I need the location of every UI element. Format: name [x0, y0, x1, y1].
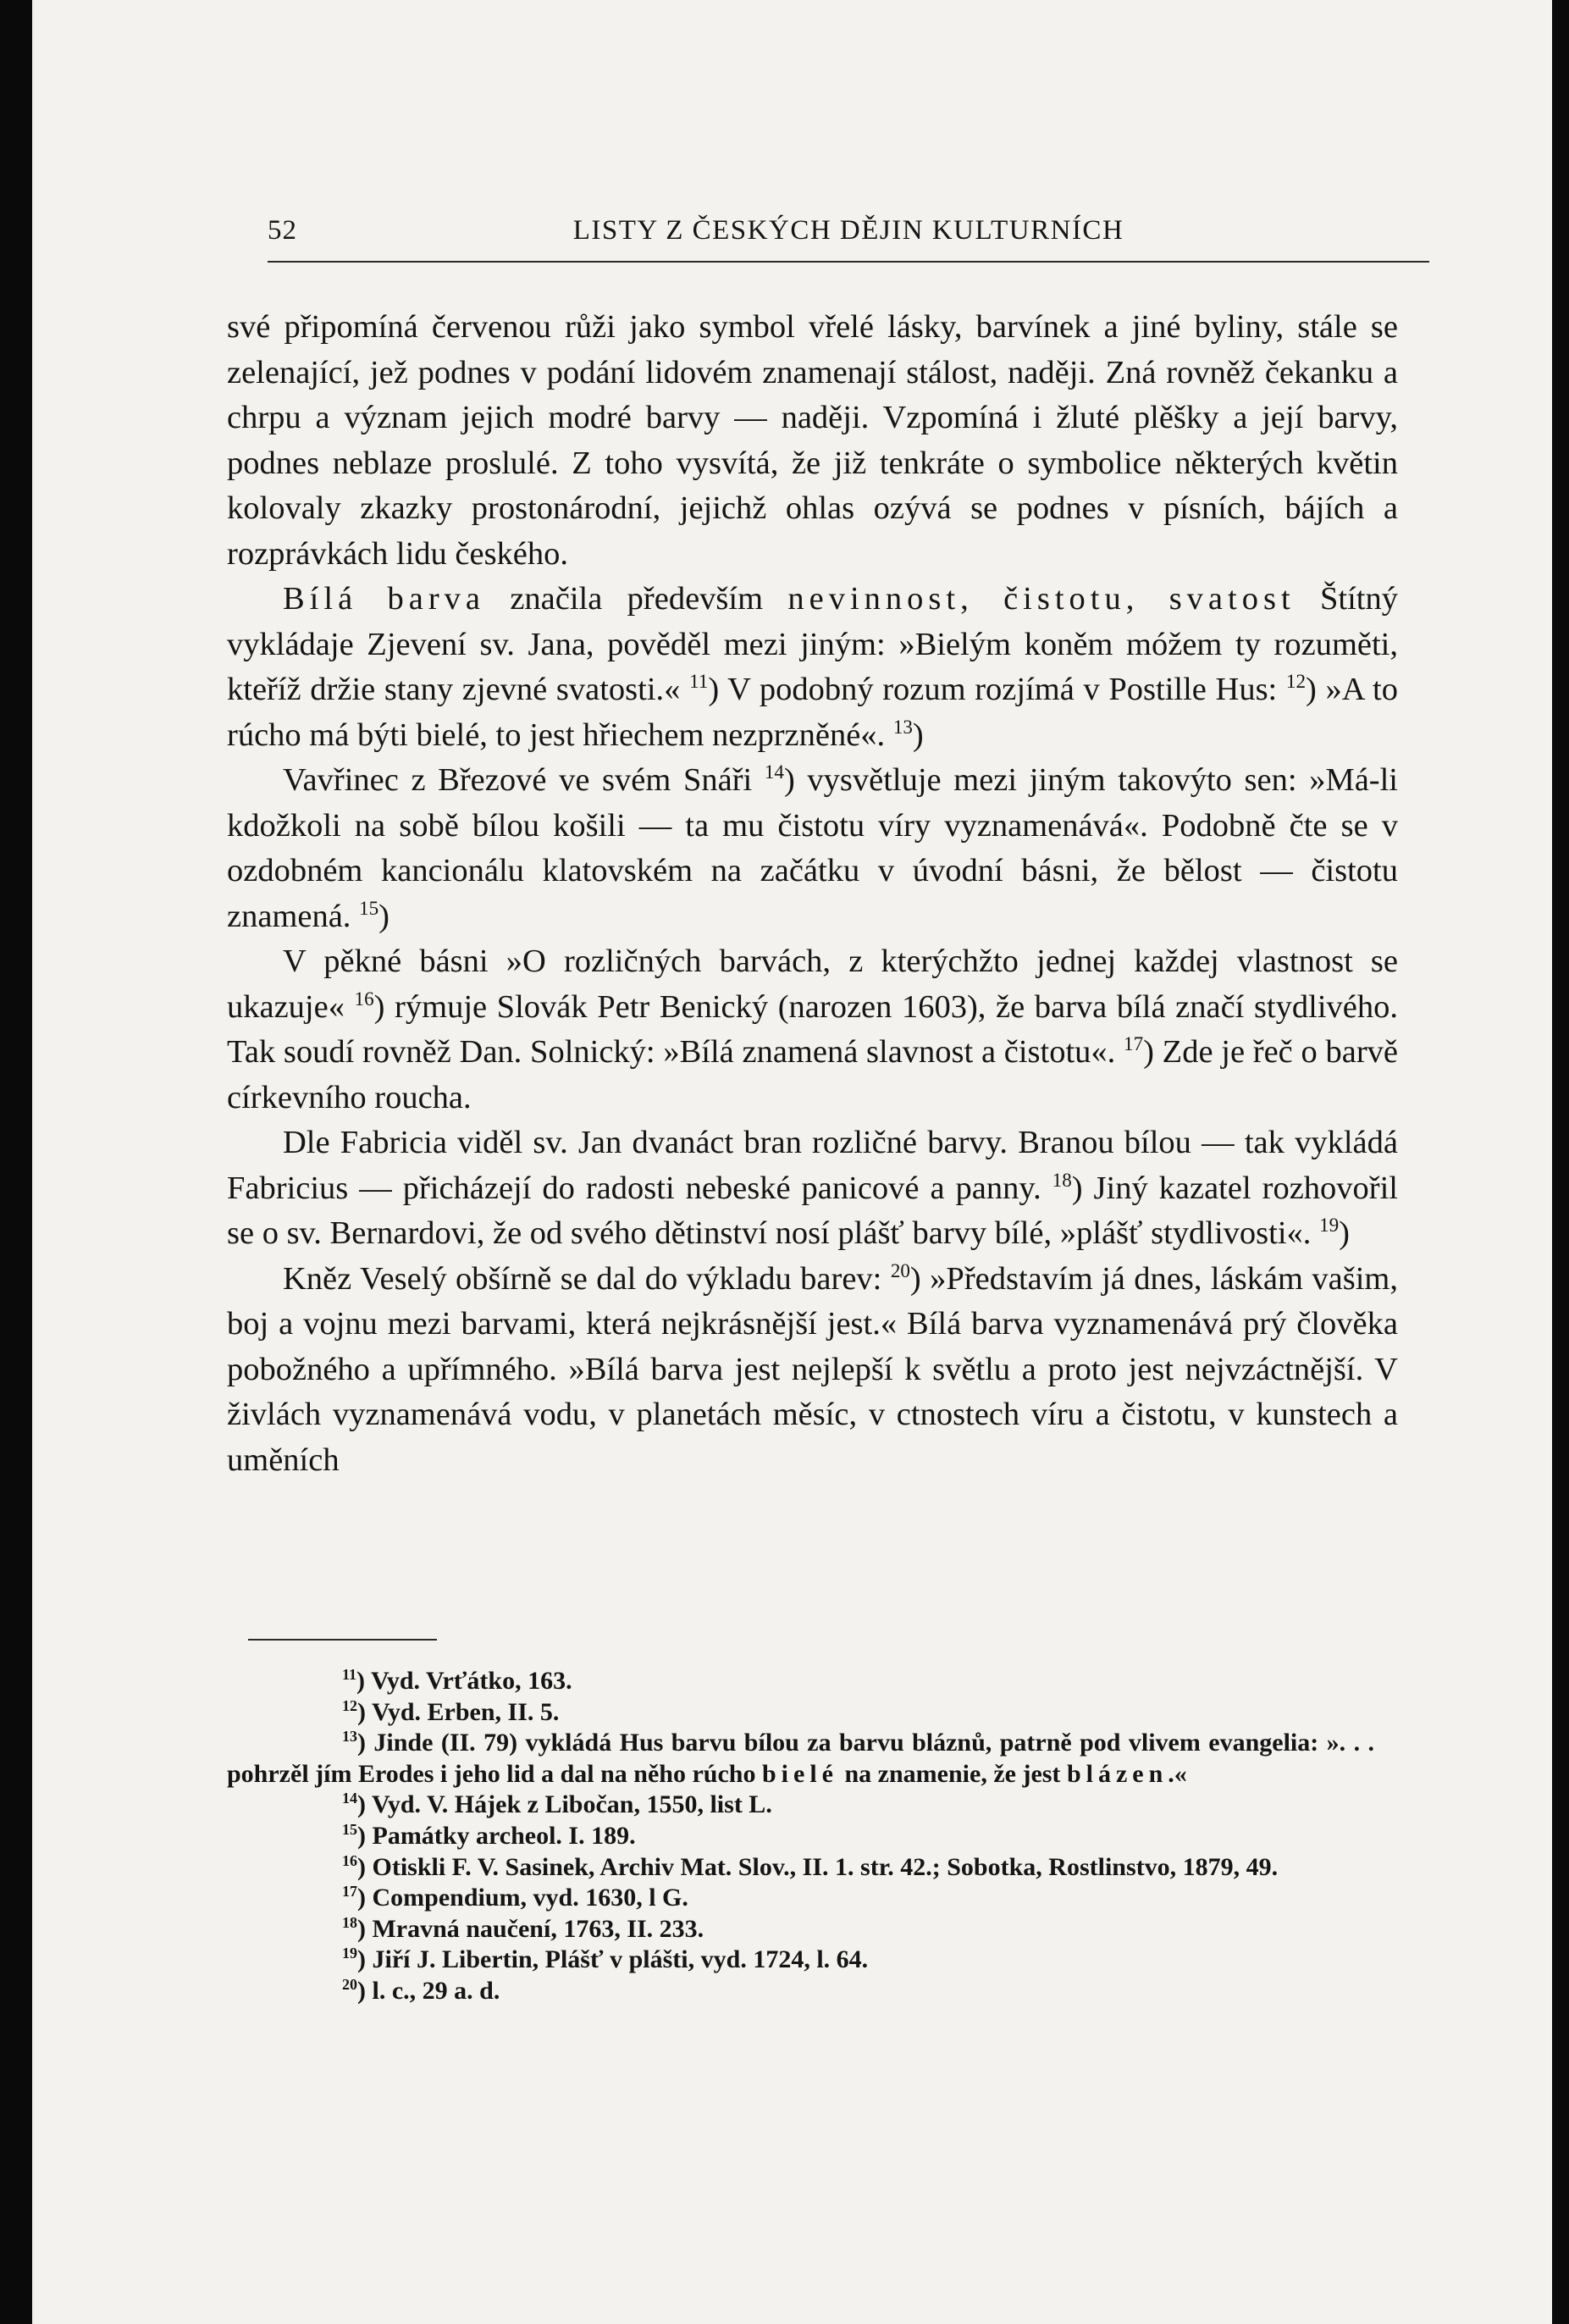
text-run: ) Compendium, vyd. 1630, l G. — [357, 1884, 688, 1912]
text-run: V pěkné básni »O rozličných barvách, z kterýchžto jednej každej vlastnost se ukazuje« — [227, 943, 1398, 1025]
text-run: ) Památky archeol. I. 189. — [357, 1821, 636, 1850]
text-run: ) — [912, 717, 924, 753]
text-run: ) Mravná naučení, 1763, II. 233. — [357, 1914, 704, 1943]
text-run: ) Vyd. Erben, II. 5. — [357, 1697, 560, 1726]
paragraph — [227, 939, 1398, 1120]
emphasis-spaced: nevinnost, čistotu, svatost — [787, 581, 1296, 617]
footnote-reference: 17 — [1124, 1032, 1144, 1055]
footnote-reference: 17 — [342, 1883, 357, 1901]
footnote — [227, 1666, 1374, 1697]
text-run: své připomíná červenou růži jako symbol vřelé lásky, barvínek a jiné byliny, stále se zelenající, jež podnes v podání lidovém znamenají stálost, naději. Zná rovněž čekanku a chrpu a význam jejich modré barvy — naději. Vzpomíná i žluté plěšky a její barvy, podnes neblaze proslulé. Z toho vysvítá, že již tenkráte o symbolice některých květin kolovaly zkazky prostonárodní, jejichž ohlas ozývá se podnes v písních, bájích a rozprávkách lidu českého. — [227, 309, 1398, 572]
text-run: ) »Představím já dnes, láskám vašim, boj a vojnu mezi barvami, která nejkrásnější jest.« Bílá barva vyznamenává prý člověka pobožného a upřímného. »Bílá barva jest nejlepší k světlu a proto jest nejvzáctnější. V živlách vyznamenává vodu, v planetách měsíc, v ctnostech víru a čistotu, v kunstech a uměních — [227, 1260, 1398, 1478]
footnote — [227, 1728, 1374, 1790]
footnote — [227, 1790, 1374, 1821]
text-run: ) Jinde (II. 79) vykládá Hus barvu bílou za barvu bláznů, patrně pod vlivem evangelia: ». . . pohrzěl jím Erodes i jeho lid a dal na něho rúcho — [227, 1729, 1374, 1788]
footnote — [227, 1852, 1374, 1884]
text-run: Dle Fabricia viděl sv. Jan dvanáct bran rozličné barvy. Branou bílou — tak vykládá Fabricius — přicházejí do radosti nebeské panicové a panny. — [227, 1125, 1398, 1206]
footnote — [227, 1821, 1374, 1852]
paragraph — [227, 1120, 1398, 1257]
footnote-reference: 19 — [342, 1945, 357, 1962]
text-run: ) l. c., 29 a. d. — [357, 1976, 500, 2005]
text-run: ) Vyd. Vrťátko, 163. — [356, 1667, 572, 1695]
footnote-reference: 20 — [890, 1259, 910, 1281]
text-run: Štítný vykládaje Zjevení sv. Jana, pověděl mezi jiným: »Bielým koněm móžem ty rozuměti, kteříž držie stany zjevné svatosti.« — [227, 581, 1398, 707]
footnote — [227, 1914, 1374, 1945]
emphasis-spaced: Bílá barva — [283, 581, 485, 617]
footnote-reference: 11 — [689, 670, 709, 693]
footnote-reference: 16 — [342, 1851, 357, 1869]
footnote-reference: 20 — [342, 1975, 357, 1993]
text-run: ) Jiný kazatel rozhovořil se o sv. Bernardovi, že od svého dětinství nosí plášť barvy bílé, »plášť stydlivosti«. — [227, 1170, 1398, 1251]
footnote — [227, 1945, 1374, 1976]
footnote — [227, 1697, 1374, 1729]
footnote-reference: 12 — [342, 1696, 357, 1714]
text-run: ) vysvětluje mezi jiným takovýto sen: »Má-li kdožkoli na sobě bílou košili — ta mu čistotu víry vyznamenává«. Podobně čte se v ozdobném kancionálu klatovském na začátku v úvodní básni, že bělost — čistotu znamená. — [227, 762, 1398, 934]
footnote-reference: 12 — [1285, 670, 1306, 693]
footnotes — [227, 1666, 1374, 2007]
footnote — [227, 1976, 1374, 2007]
text-run: Kněz Veselý obšírně se dal do výkladu barev: — [283, 1260, 891, 1297]
footnote-reference: 13 — [342, 1728, 357, 1746]
footnote-reference: 11 — [342, 1666, 357, 1683]
text-run: ) Zde je řeč o barvě církevního roucha. — [227, 1034, 1398, 1115]
footnote-reference: 14 — [342, 1790, 357, 1807]
text-run: na znamenie, že jest — [838, 1759, 1067, 1788]
footnote-reference: 16 — [354, 987, 374, 1010]
running-title: LISTY Z ČESKÝCH DĚJIN KULTURNÍCH — [572, 215, 1124, 246]
emphasis-spaced: bielé — [762, 1759, 838, 1788]
emphasis-spaced: blázen — [1066, 1759, 1168, 1788]
text-run: ) Otiskli F. V. Sasinek, Archiv Mat. Slov., II. 1. str. 42.; Sobotka, Rostlinstvo, 1879, 49. — [357, 1852, 1279, 1881]
footnote — [227, 1883, 1374, 1914]
footnote-reference: 15 — [359, 896, 379, 919]
text-run: ) V podobný rozum rozjímá v Postille Hus: — [708, 672, 1286, 707]
text-run: značila především — [485, 581, 788, 617]
text-run: ) Jiří J. Libertin, Plášť v plášti, vyd. 1724, l. 64. — [357, 1945, 869, 1974]
paragraph — [227, 1257, 1398, 1484]
text-run: ) rýmuje Slovák Petr Benický (narozen 1603), že barva bílá značí stydlivého. Tak soudí rovněž Dan. Solnický: »Bílá znamená slavnost a čistotu«. — [227, 988, 1398, 1070]
footnote-reference: 19 — [1319, 1214, 1340, 1237]
text-run: Vavřinec z Březové ve svém Snáři — [283, 762, 765, 798]
text-run: ) »A to rúcho má býti bielé, to jest hřiechem nezprzněné«. — [227, 672, 1398, 753]
paragraph — [227, 577, 1398, 758]
text-run: ) — [378, 898, 389, 934]
footnote-reference: 13 — [892, 715, 913, 738]
text-run: ) Vyd. V. Hájek z Libočan, 1550, list L. — [357, 1790, 772, 1819]
body-text — [227, 305, 1398, 1483]
page-header — [268, 212, 1429, 263]
footnote-reference: 15 — [342, 1820, 357, 1838]
footnote-reference: 18 — [342, 1913, 357, 1931]
footnote-reference: 14 — [764, 761, 784, 783]
text-run: ) — [1339, 1215, 1350, 1251]
text-run: .« — [1168, 1759, 1187, 1788]
footnote-reference: 18 — [1052, 1168, 1072, 1191]
paragraph — [227, 305, 1398, 577]
page-number: 52 — [268, 215, 297, 246]
footnote-divider — [248, 1639, 437, 1641]
paragraph — [227, 758, 1398, 939]
